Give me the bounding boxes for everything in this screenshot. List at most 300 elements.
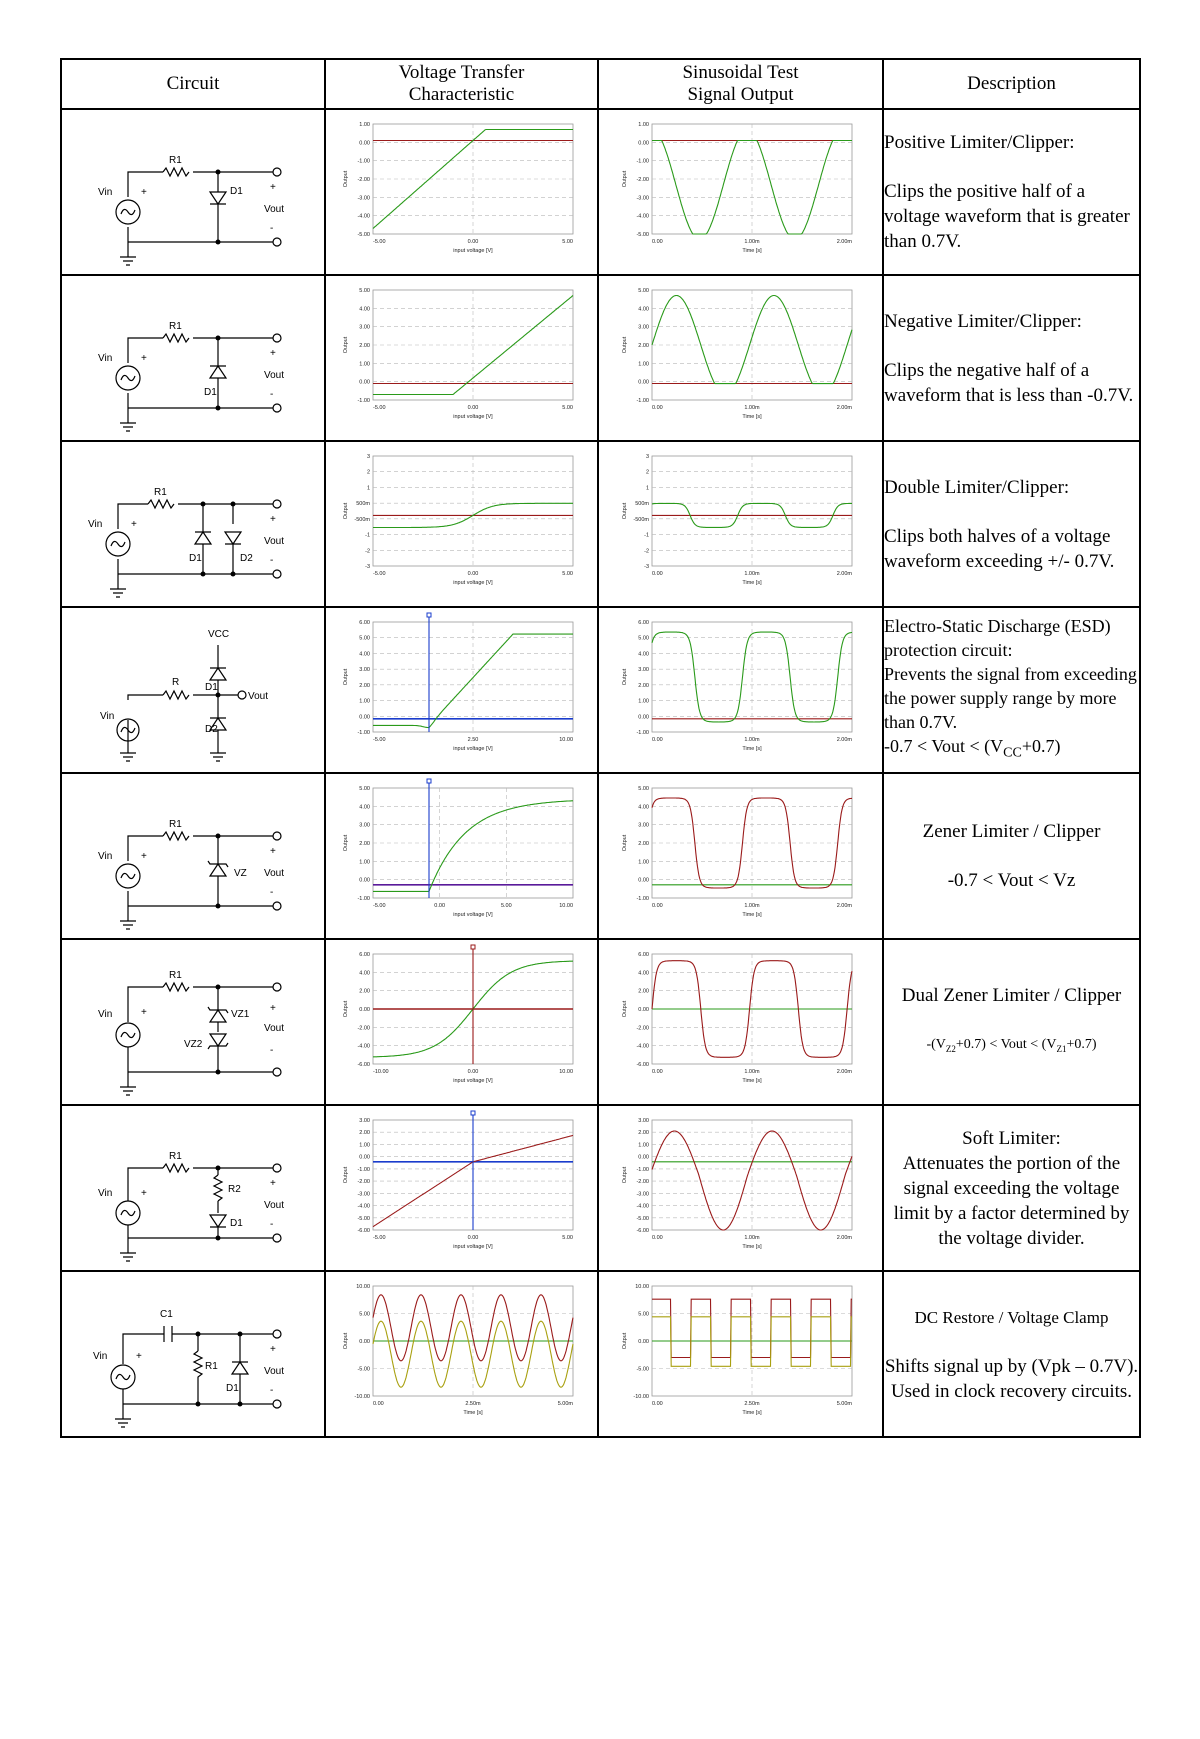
description-body: Clips the positive half of a voltage waveform that is greater than 0.7V. [884,181,1130,252]
label-vz: VZ [234,868,247,879]
y-tick-label: 2 [645,469,649,476]
y-tick-label: 2.00 [637,841,649,847]
vtc-plot [337,114,587,270]
y-tick-label: 10.00 [355,1284,370,1290]
y-tick-label: 1.00 [637,122,649,128]
y-tick-label: -5.00 [356,1215,370,1222]
y-tick-label: 4.00 [637,306,649,313]
label-out-minus: - [270,1045,274,1056]
x-tick-label: 0.00 [651,1401,663,1407]
label-out-minus: - [270,223,274,234]
esd-protection-schematic [68,615,318,765]
vtc-plot [337,446,587,602]
y-tick-label: 0.00 [637,1007,649,1013]
y-tick-label: -4.00 [635,213,649,220]
vtc-plot [337,1110,587,1266]
y-tick-label: 3.00 [358,822,370,829]
label-out-minus: - [270,555,274,566]
label-d: D1 [230,186,243,197]
label-d1: D1 [205,682,218,693]
y-tick-label: 4.00 [358,804,370,811]
label-out-plus: + [270,846,276,857]
y-tick-label: -6.00 [356,1062,370,1068]
cursor-handle [427,613,431,617]
label-r: R [172,677,180,688]
vtc-plot [337,944,587,1100]
y-tick-label: -1.00 [356,896,370,902]
x-tick-label: 5.00 [561,571,573,577]
y-tick-label: 0.00 [358,1339,370,1345]
y-tick-label: 2.00 [358,682,370,689]
y-tick-label: -500m [632,516,649,523]
x-axis-label: Time [s] [741,414,762,420]
y-tick-label: 4.00 [358,306,370,313]
label-vout: Vout [264,1366,285,1377]
y-tick-label: -1.00 [356,730,370,736]
x-axis-label: Time [s] [462,1410,483,1416]
label-out-minus: - [270,887,274,898]
x-tick-label: 2.00m [836,903,852,909]
positive-limiter-schematic [68,117,318,267]
x-tick-label: 0.00 [651,239,663,245]
y-tick-label: 500m [355,501,370,508]
label-out-plus: + [270,1178,276,1189]
y-tick-label: -6.00 [635,1228,649,1234]
y-tick-label: 4.00 [358,970,370,977]
y-tick-label: -4.00 [356,1043,370,1050]
y-tick-label: 1.00 [358,122,370,128]
x-axis-label: input voltage [V] [452,1244,493,1250]
y-tick-label: -5.00 [635,1215,649,1222]
header-vtc [325,59,598,109]
description-formula [884,734,1139,766]
sine-plot [616,1276,866,1432]
y-tick-label: 2.00 [358,1130,370,1137]
y-tick-label: 0.00 [637,379,649,386]
sine-cell [598,109,883,275]
formula-post: +0.7) [1021,736,1061,757]
y-tick-label: 1.00 [637,1142,649,1149]
label-vin-plus: + [141,353,147,364]
y-tick-label: 5.00 [358,786,370,792]
x-tick-label: 1.00m [743,571,760,577]
row-dc-restore [61,1271,1140,1437]
dual-zener-schematic [68,947,318,1097]
row-negative-limiter [61,275,1140,441]
negative-limiter-schematic [68,283,318,433]
row-soft-limiter [61,1105,1140,1271]
y-tick-label: 2.00 [637,1130,649,1137]
y-tick-label: 0.00 [358,140,370,147]
y-tick-label: 1 [645,485,649,492]
y-tick-label: 3.00 [358,667,370,674]
y-tick-label: 0.00 [637,877,649,884]
x-tick-label: 0.00 [651,571,663,577]
x-axis-label: input voltage [V] [452,912,493,918]
x-tick-label: 0.00 [651,737,663,743]
y-tick-label: 5.00 [637,786,649,792]
circuit-cell [61,441,325,607]
y-tick-label: -4.00 [356,1203,370,1210]
y-axis-label: Output [621,834,628,852]
label-r: R1 [169,970,182,981]
x-tick-label: 1.00m [743,903,760,909]
header-sine-line2: Signal Output [687,84,794,105]
y-tick-label: 0.00 [637,1339,649,1345]
x-tick-label: -5.00 [372,903,386,909]
y-tick-label: 1.00 [637,859,649,866]
x-tick-label: 0.00 [651,1235,663,1241]
y-tick-label: -10.00 [353,1394,370,1400]
description-title: Soft Limiter: [962,1127,1061,1149]
y-tick-label: 2.00 [358,343,370,349]
y-tick-label: -3.00 [356,195,370,202]
y-tick-label: 6.00 [637,620,649,626]
y-tick-label: -2.00 [356,1179,370,1186]
y-tick-label: 2.00 [637,343,649,349]
cursor-handle [471,945,475,949]
description-title: Dual Zener Limiter / Clipper [901,984,1122,1006]
label-vout: Vout [248,691,269,702]
y-tick-label: 1.00 [358,859,370,866]
y-tick-label: -500m [353,516,370,523]
y-tick-label: 3.00 [637,324,649,331]
label-vin: Vin [93,1351,108,1362]
x-tick-label: 2.00m [836,405,852,411]
y-axis-label: Output [342,336,349,354]
x-tick-label: 10.00 [558,737,573,743]
sine-cell [598,1105,883,1271]
sine-plot [616,1110,866,1266]
label-vin-plus: + [141,851,147,862]
y-tick-label: 5.00 [637,1311,649,1318]
circuit-cell [61,1105,325,1271]
header-sine-line1: Sinusoidal Test [682,62,799,83]
label-r: R1 [154,487,167,498]
sine-cell [598,275,883,441]
description-cell [883,109,1140,275]
y-tick-label: 1 [366,485,370,492]
label-d1: D1 [189,553,202,564]
x-axis-label: input voltage [V] [452,1078,493,1084]
circuit-cell [61,607,325,773]
label-vout: Vout [264,1023,285,1034]
y-axis-label: Output [621,502,628,520]
y-tick-label: 4.00 [637,651,649,658]
y-tick-label: 3 [366,454,370,460]
y-tick-label: 1.00 [637,361,649,368]
y-tick-label: 6.00 [358,952,370,958]
y-tick-label: 5.00 [637,288,649,294]
sine-plot [616,612,866,768]
label-vin: Vin [88,519,103,530]
x-tick-label: 5.00 [561,239,573,245]
y-tick-label: 3.00 [358,324,370,331]
description-cell [883,939,1140,1105]
x-axis-label: input voltage [V] [452,580,493,586]
label-out-plus: + [270,1003,276,1014]
y-axis-label: Output [621,1166,628,1184]
x-axis-label: Time [s] [741,1410,762,1416]
x-tick-label: 2.00m [836,1069,852,1075]
label-vin: Vin [98,1188,113,1199]
vtc-plot [337,1276,587,1432]
x-tick-label: 0.00 [467,239,478,245]
y-tick-label: -1.00 [635,1166,649,1173]
label-d2: D2 [205,724,218,735]
circuit-cell [61,773,325,939]
x-axis-label: Time [s] [741,1244,762,1250]
sine-plot [616,280,866,436]
x-tick-label: 0.00 [467,571,478,577]
y-tick-label: 5.00 [637,635,649,642]
y-tick-label: -2 [364,548,370,555]
y-tick-label: 0.00 [358,379,370,386]
y-axis-label: Output [342,668,349,686]
x-tick-label: 1.00m [743,239,760,245]
x-tick-label: 0.00 [467,405,478,411]
vtc-cell [325,1271,598,1437]
description-body: Prevents the signal from exceeding the power supply range by more than 0.7V. [884,664,1137,733]
row-positive-limiter [61,109,1140,275]
label-vcc: VCC [208,629,230,640]
vtc-cell [325,275,598,441]
x-tick-label: 5.00 [500,903,512,909]
description-body: Shifts signal up by (Vpk – 0.7V). Used in clock recovery circuits. [884,1355,1139,1402]
label-vin: Vin [98,187,113,198]
row-double-limiter [61,441,1140,607]
sine-plot [616,114,866,270]
y-tick-label: -3 [643,564,649,570]
header-row [61,59,1140,109]
x-tick-label: -5.00 [372,1235,386,1241]
description-body: Clips both halves of a voltage waveform exceeding +/- 0.7V. [884,525,1115,572]
x-axis-label: input voltage [V] [452,746,493,752]
description-cell [883,773,1140,939]
y-tick-label: -10.00 [632,1394,649,1400]
x-tick-label: 2.00m [836,571,852,577]
label-vin: Vin [100,711,115,722]
x-axis-label: Time [s] [741,1078,762,1084]
x-tick-label: 5.00m [836,1401,852,1407]
sine-cell [598,607,883,773]
vtc-plot [337,612,587,768]
x-tick-label: 0.00 [433,903,445,909]
x-tick-label: 10.00 [558,1069,573,1075]
y-tick-label: 0.00 [637,1154,649,1161]
soft-limiter-schematic [68,1113,318,1263]
double-limiter-schematic [68,449,318,599]
label-vout: Vout [264,536,285,547]
y-tick-label: 3.00 [637,1118,649,1124]
y-tick-label: 2.00 [358,988,370,995]
y-tick-label: -2.00 [356,1025,370,1032]
label-r2: R2 [228,1184,241,1195]
label-out-plus: + [270,182,276,193]
y-tick-label: 5.00 [358,1311,370,1318]
header-description-text: Description [967,73,1056,94]
vtc-cell [325,607,598,773]
sine-cell [598,1271,883,1437]
label-vin: Vin [98,851,113,862]
label-vin: Vin [98,1009,113,1020]
y-tick-label: -2 [643,548,649,555]
vtc-plot [337,280,587,436]
y-tick-label: 0.00 [358,877,370,884]
vtc-cell [325,939,598,1105]
y-tick-label: 3 [645,454,649,460]
y-tick-label: 1.00 [358,361,370,368]
y-axis-label: Output [342,834,349,852]
label-vout: Vout [264,204,285,215]
y-tick-label: 1.00 [358,1142,370,1149]
y-tick-label: 5.00 [358,635,370,642]
y-tick-label: 4.00 [637,804,649,811]
cursor-handle [471,1111,475,1115]
formula-part3: +0.7) [1066,1036,1097,1052]
description-body: Attenuates the portion of the signal exceeding the voltage limit by a factor determined by the voltage divider. [893,1152,1130,1249]
description-cell [883,1271,1140,1437]
label-r: R1 [169,321,182,332]
cursor-handle [427,779,431,783]
y-tick-label: -1 [643,532,649,539]
y-tick-label: -4.00 [635,1043,649,1050]
x-tick-label: 1.00m [743,737,760,743]
x-tick-label: 2.00m [836,737,852,743]
x-axis-label: Time [s] [741,746,762,752]
label-out-minus: - [270,1219,274,1230]
sine-cell [598,441,883,607]
x-tick-label: 1.00m [743,1235,760,1241]
label-r: R1 [169,155,182,166]
x-tick-label: 2.00m [836,1235,852,1241]
description-cell [883,607,1140,773]
x-tick-label: 0.00 [467,1069,478,1075]
sine-cell [598,939,883,1105]
y-axis-label: Output [621,668,628,686]
y-tick-label: 6.00 [358,620,370,626]
label-d2: D2 [240,553,253,564]
label-vout: Vout [264,1200,285,1211]
y-tick-label: -4.00 [356,213,370,220]
row-dual-zener-limiter [61,939,1140,1105]
y-tick-label: -1.00 [356,398,370,404]
y-tick-label: 4.00 [358,651,370,658]
vtc-cell [325,441,598,607]
x-tick-label: 0.00 [651,1069,663,1075]
y-tick-label: -3.00 [635,1191,649,1198]
x-tick-label: 10.00 [558,903,573,909]
formula-part1: -(V [926,1036,946,1052]
x-tick-label: 1.00m [743,1069,760,1075]
label-r: R1 [169,819,182,830]
vtc-cell [325,773,598,939]
y-tick-label: 3.00 [358,1118,370,1124]
label-vin-plus: + [141,1188,147,1199]
header-circuit-text: Circuit [166,73,220,94]
header-circuit [61,59,325,109]
formula-sub1: Z2 [945,1043,956,1054]
label-r: R1 [205,1361,218,1372]
y-axis-label: Output [342,502,349,520]
y-tick-label: -1.00 [635,398,649,404]
y-tick-label: 2 [366,469,370,476]
y-tick-label: 500m [634,501,649,508]
description-title: Negative Limiter/Clipper: [884,310,1082,332]
header-sine [598,59,883,109]
label-vin-plus: + [141,1007,147,1018]
sine-plot [616,944,866,1100]
circuit-reference-sheet [60,58,1139,1739]
x-axis-label: input voltage [V] [452,414,493,420]
description-cell [883,441,1140,607]
description-cell [883,275,1140,441]
x-tick-label: 5.00m [557,1401,573,1407]
x-tick-label: 2.50 [467,737,478,743]
zener-limiter-schematic [68,781,318,931]
description-cell [883,1105,1140,1271]
x-tick-label: -5.00 [372,239,386,245]
y-axis-label: Output [621,1000,628,1018]
header-description [883,59,1140,109]
x-axis-label: Time [s] [741,248,762,254]
description-formula [884,1032,1139,1062]
y-tick-label: 2.00 [637,988,649,995]
y-tick-label: -6.00 [356,1228,370,1234]
vtc-cell [325,1105,598,1271]
header-vtc-line2: Characteristic [408,84,515,105]
y-axis-label: Output [621,1332,628,1350]
y-tick-label: 4.00 [637,970,649,977]
formula-part2: +0.7) < Vout < (V [955,1036,1057,1052]
limiter-circuits-table [60,58,1141,1438]
x-tick-label: 5.00 [561,405,573,411]
y-tick-label: 6.00 [637,952,649,958]
row-zener-limiter [61,773,1140,939]
x-tick-label: 0.00 [467,1235,478,1241]
y-tick-label: 5.00 [358,288,370,294]
y-tick-label: 0.00 [358,1154,370,1161]
dc-restore-schematic [68,1279,318,1429]
x-tick-label: 0.00 [651,405,663,411]
label-out-minus: - [270,389,274,400]
y-axis-label: Output [621,336,628,354]
y-tick-label: 0.00 [637,714,649,721]
label-vin: Vin [98,353,113,364]
circuit-cell [61,939,325,1105]
sine-plot [616,778,866,934]
label-vin-plus: + [131,519,137,530]
description-title: Positive Limiter/Clipper: [884,132,1075,153]
y-tick-label: 10.00 [634,1284,649,1290]
y-axis-label: Output [342,1166,349,1184]
header-vtc-line1: Voltage Transfer [398,62,525,83]
formula-sub: CC [1003,745,1022,761]
y-tick-label: 0.00 [358,714,370,721]
vtc-plot [337,778,587,934]
x-tick-label: 0.00 [372,1401,384,1407]
y-tick-label: -1.00 [356,158,370,165]
formula-sub2: Z1 [1056,1043,1067,1054]
sine-cell [598,773,883,939]
label-out-plus: + [270,514,276,525]
y-tick-label: -2.00 [635,1179,649,1186]
x-tick-label: -5.00 [372,737,386,743]
y-tick-label: -1.00 [635,158,649,165]
y-tick-label: -2.00 [635,177,649,183]
label-r1: R1 [169,1151,182,1162]
description-title: Zener Limiter / Clipper [922,821,1101,842]
